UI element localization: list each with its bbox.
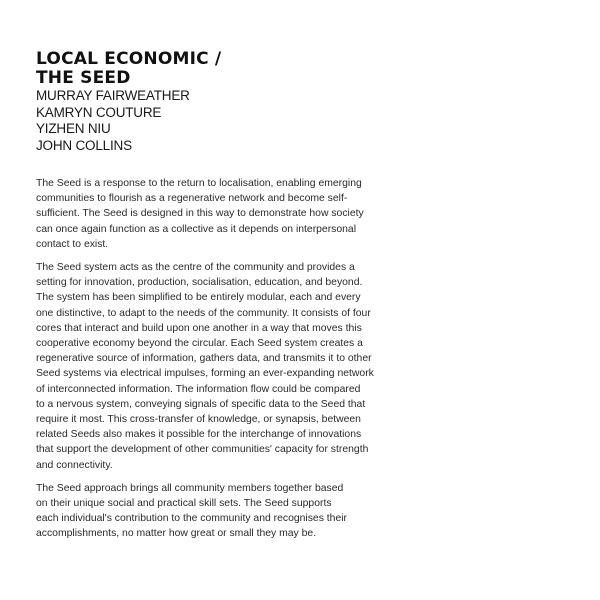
text-line: can once again function as a collective as it depends on interpersonal <box>36 223 357 235</box>
text-line: and connectivity. <box>36 459 113 471</box>
text-line: regenerative source of information, gathers data, and transmits it to other <box>36 353 372 365</box>
page-title-line-2: THE SEED <box>36 68 131 88</box>
author-name: JOHN COLLINS <box>36 137 132 153</box>
author-list <box>36 88 436 154</box>
text-line: contact to exist. <box>36 238 109 250</box>
body-text <box>36 176 414 550</box>
text-line: setting for innovation, production, socialisation, education, and beyond. <box>36 277 363 289</box>
author-name: KAMRYN COUTURE <box>36 104 162 120</box>
paragraph-2 <box>36 260 414 473</box>
text-line: that support the development of other communities' capacity for strength <box>36 444 369 456</box>
author-name: YIZHEN NIU <box>36 121 111 136</box>
text-line: Seed systems via electrical impulses, forming an ever-expanding network <box>36 368 374 380</box>
text-line: of interconnected information. The information flow could be compared <box>36 383 361 395</box>
text-line: cooperative economy beyond the circular. Each Seed system creates a <box>36 338 363 350</box>
text-line: each individual's contribution to the community and recognises their <box>36 513 347 525</box>
text-line: cores that interact and build upon one another in a way that moves this <box>36 322 362 334</box>
text-line: sufficient. The Seed is designed in this way to demonstrate how society <box>36 208 364 220</box>
text-line: accomplishments, no matter how great or small they may be. <box>36 528 317 540</box>
paragraph-1 <box>36 176 414 252</box>
text-line: The Seed approach brings all community members together based <box>36 482 344 494</box>
text-line: related Seeds also makes it possible for the interchange of innovations <box>36 429 362 441</box>
title-block <box>36 50 436 154</box>
paragraph-3 <box>36 481 414 542</box>
text-line: require it most. This cross-transfer of knowledge, or synapsis, between <box>36 414 361 426</box>
author-name: MURRAY FAIRWEATHER <box>36 88 190 103</box>
text-line: to a nervous system, conveying signals of specific data to the Seed that <box>36 398 366 410</box>
text-line: one distinctive, to adapt to the needs of the community. It consists of four <box>36 307 371 319</box>
text-line: communities to flourish as a regenerative network and become self- <box>36 193 348 205</box>
text-line: The system has been simplified to be entirely modular, each and every <box>36 292 361 304</box>
text-line: The Seed is a response to the return to localisation, enabling emerging <box>36 178 362 189</box>
text-line: The Seed system acts as the centre of the community and provides a <box>36 262 355 274</box>
page-title-line-1: LOCAL ECONOMIC / <box>36 49 222 69</box>
text-line: on their unique social and practical skill sets. The Seed supports <box>36 498 332 510</box>
